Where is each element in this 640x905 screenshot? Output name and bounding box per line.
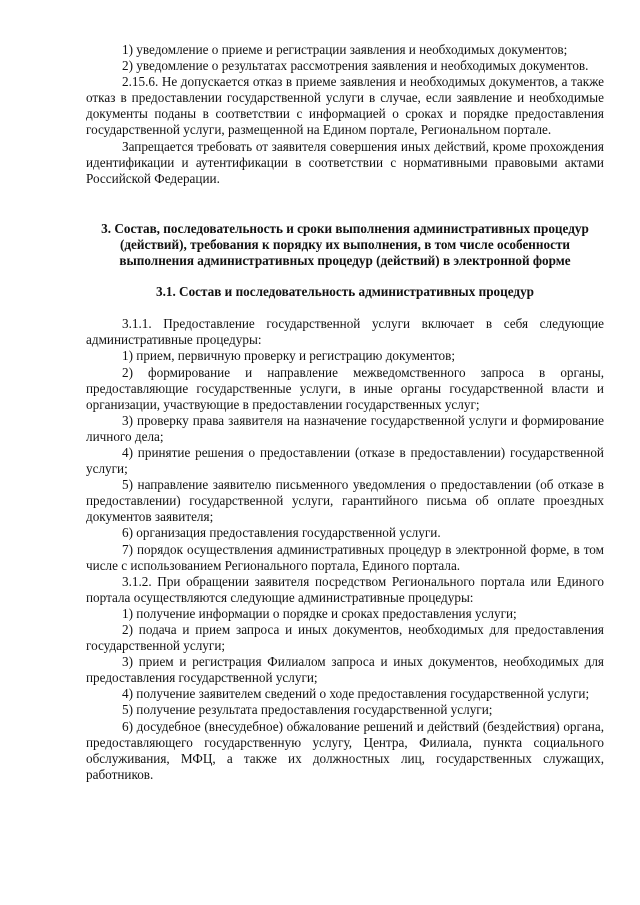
list-item: 1) получение информации о порядке и сроках предоставления услуги; (122, 605, 517, 621)
list-item: 6) досудебное (внесудебное) обжалование решений и действий (бездействия) органа, предоставляющего государственную услугу, Центра, Филиала, пункта социального обслуживания, МФЦ, а также их должностных лиц, государственных служащих, работников. (86, 718, 604, 782)
list-item: 2) подача и прием запроса и иных документов, необходимых для предоставления государственной услуги; (86, 622, 604, 654)
list-item: 5) получение результата предоставления государственной услуги; (122, 702, 493, 718)
list-item: 6) организация предоставления государственной услуги. (122, 525, 441, 541)
paragraph: 3.1.2. При обращении заявителя посредством Регионального портала или Единого портала осуществляются следующие административные процедуры: (86, 573, 604, 605)
list-item: 4) принятие решения о предоставлении (отказе в предоставлении) государственной услуги; (86, 444, 604, 477)
section-heading-3-1: 3.1. Состав и последовательность административных процедур (155, 284, 535, 300)
list-item: 3) прием и регистрация Филиалом запроса и иных документов, необходимых для предоставления государственной услуги; (86, 654, 604, 686)
paragraph: 2) уведомление о результатах рассмотрения заявления и необходимых документов. (122, 58, 589, 74)
list-item: 1) прием, первичную проверку и регистрацию документов; (122, 348, 455, 364)
list-item: 7) порядок осуществления административных процедур в электронной форме, в том числе с использованием Регионального портала, Единого портала. (86, 541, 604, 573)
section-heading-3: 3. Состав, последовательность и сроки выполнения административных процедур (действий), требования к порядку их выполнения, в том числе особенности выполнения административных процедур (действий) в электронной форме (101, 220, 589, 269)
list-item: 4) получение заявителем сведений о ходе предоставления государственной услуги; (122, 686, 590, 702)
list-item: 3) проверку права заявителя на назначение государственной услуги и формирование личного дела; (86, 412, 604, 444)
paragraph: 3.1.1. Предоставление государственной услуги включает в себя следующие административные процедуры: (86, 316, 604, 348)
paragraph: 1) уведомление о приеме и регистрации заявления и необходимых документов; (122, 42, 568, 57)
paragraph: Запрещается требовать от заявителя совершения иных действий, кроме прохождения идентификации и аутентификации в соответствии с нормативными правовыми актами Российской Федерации. (86, 138, 604, 186)
list-item: 2) формирование и направление межведомственного запроса в органы, предоставляющие государственные услуги, в иные органы государственной власти и организации, участвующие в предоставлении государственных услуг; (86, 364, 604, 412)
list-item: 5) направление заявителю письменного уведомления о предоставлении (об отказе в предоставлении) государственной услуги, гарантийного письма об оплате проездных документов заявителя; (86, 477, 604, 525)
paragraph: 2.15.6. Не допускается отказ в приеме заявления и необходимых документов, а также отказ в предоставлении государственной услуги в случае, если заявление и необходимые документы поданы в соответствии с информацией о сроках и порядке предоставления государственной услуги, размещенной на Едином портале, Региональном портале. (86, 74, 604, 138)
